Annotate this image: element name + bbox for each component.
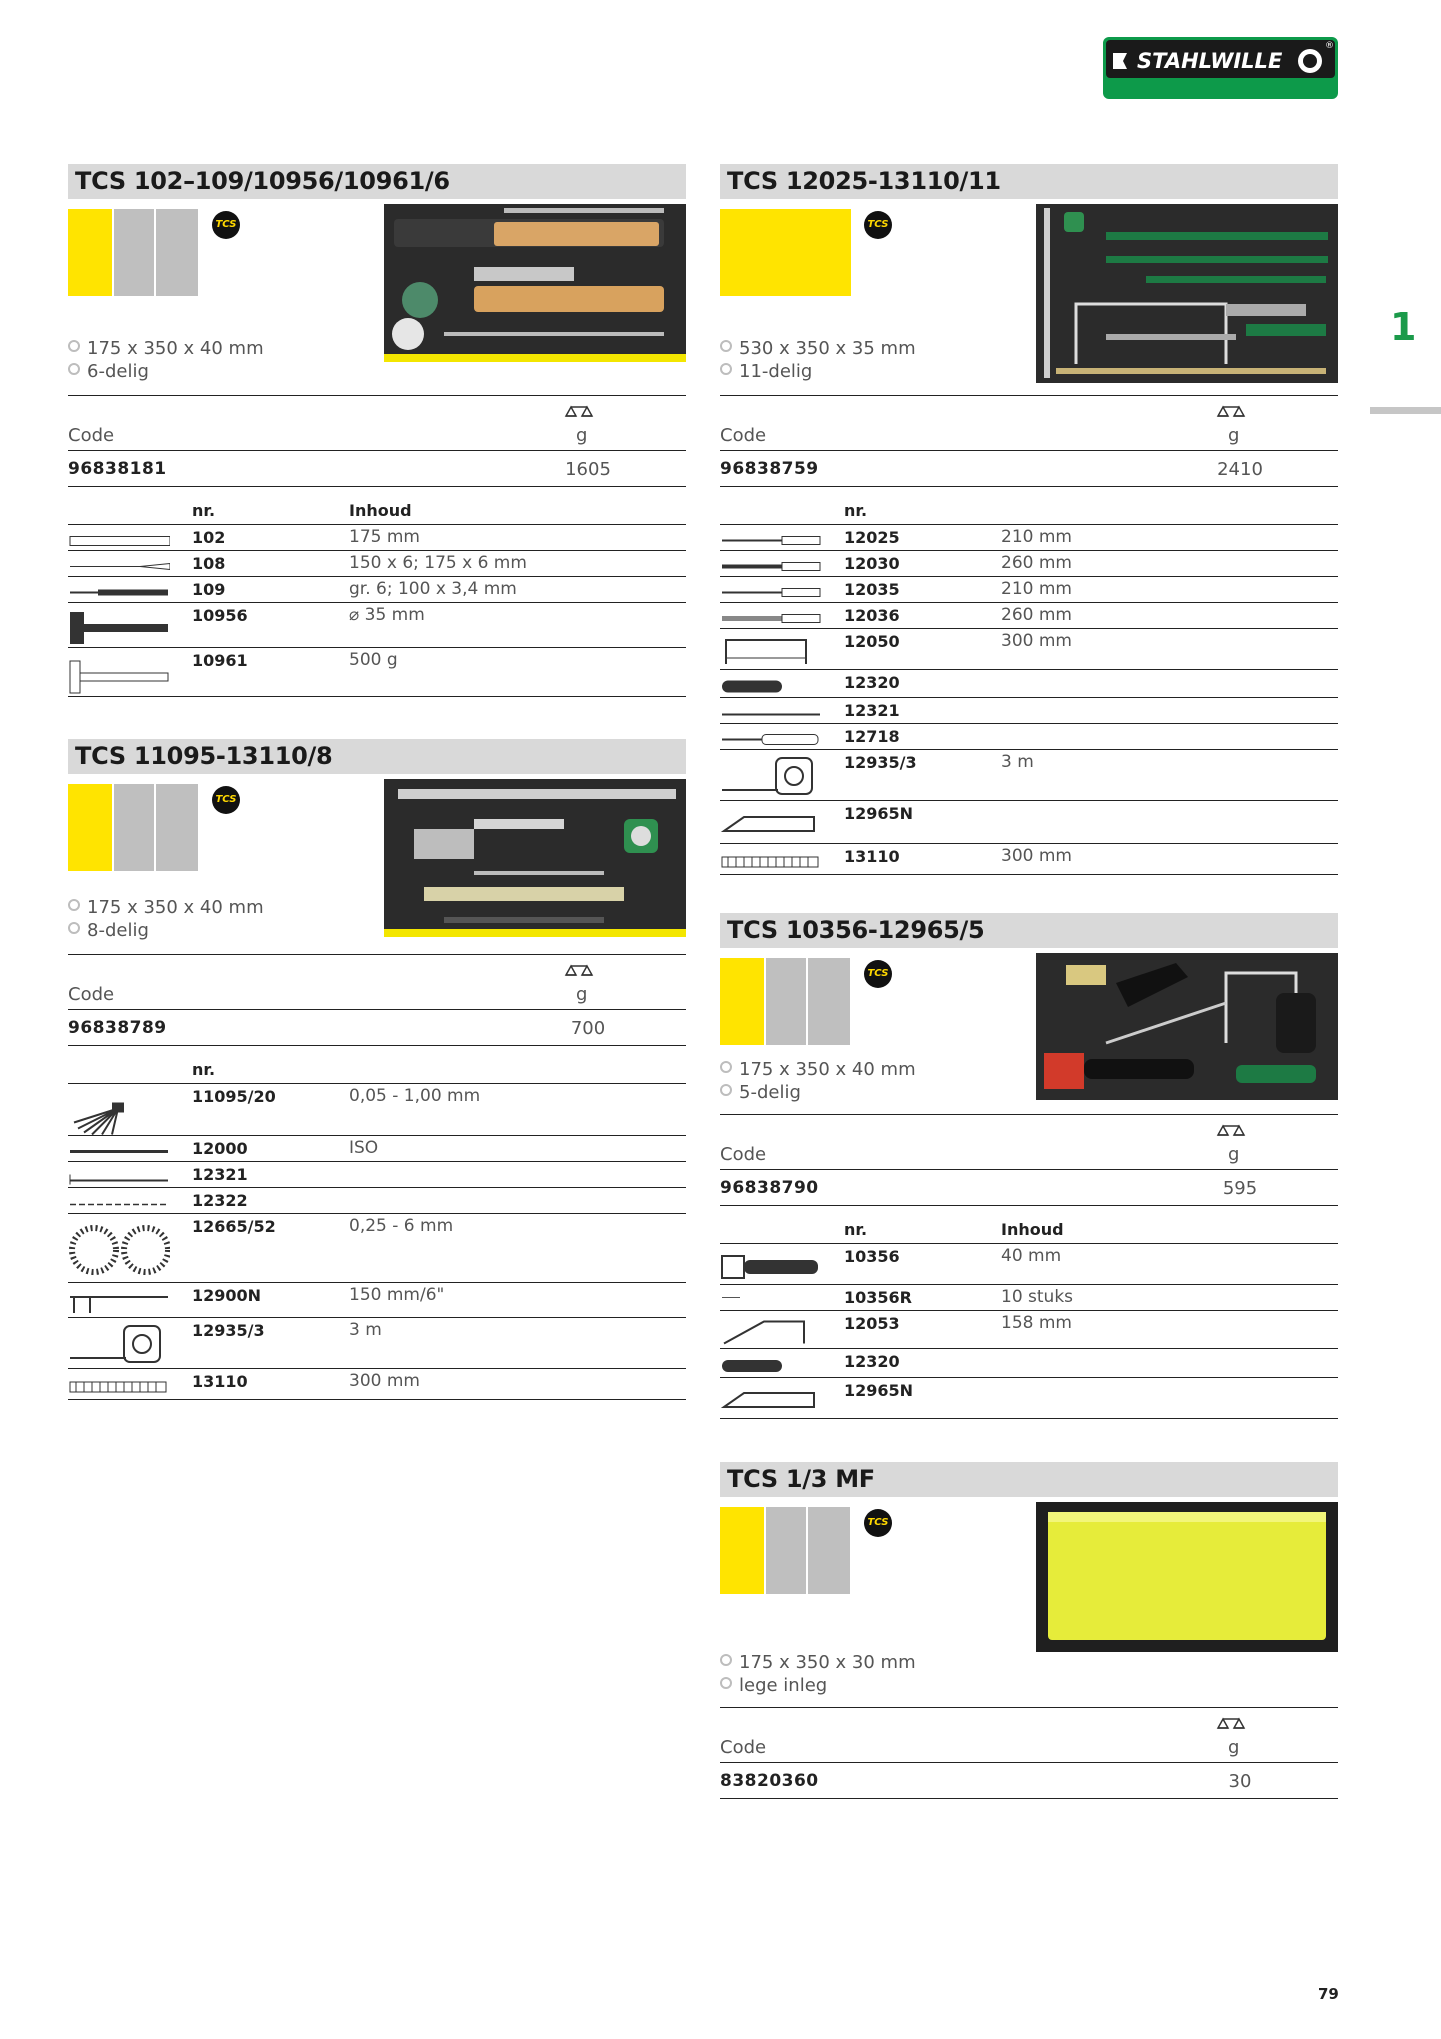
items-header bbox=[720, 499, 1338, 525]
screwdriver-icon bbox=[720, 727, 822, 752]
item-nr: 12320 bbox=[844, 673, 900, 692]
cutter-icon bbox=[720, 1381, 822, 1421]
color-swatch-grey bbox=[806, 1507, 850, 1594]
chisel-icon bbox=[68, 528, 170, 553]
item-desc: 40 mm bbox=[1001, 1246, 1062, 1266]
inhoud-header: Inhoud bbox=[349, 501, 412, 520]
product-photo bbox=[384, 779, 686, 937]
item-nr: 12320 bbox=[844, 1352, 900, 1371]
table-row bbox=[720, 603, 1338, 629]
tcs-badge-icon: TCS bbox=[864, 1509, 892, 1537]
item-nr: 12321 bbox=[844, 701, 900, 720]
code-table-header bbox=[68, 955, 686, 1010]
product-photo bbox=[384, 204, 686, 362]
unit-label: g bbox=[576, 984, 588, 1005]
item-desc: 150 x 6; 175 x 6 mm bbox=[349, 553, 527, 573]
table-row bbox=[720, 1285, 1338, 1311]
tcs-badge-icon: TCS bbox=[212, 211, 240, 239]
stahlwille-logo bbox=[1103, 37, 1338, 99]
table-row bbox=[720, 670, 1338, 698]
bullet-icon bbox=[720, 363, 732, 375]
item-nr: 10961 bbox=[192, 651, 248, 670]
items-table bbox=[68, 1058, 686, 1400]
unit-label: g bbox=[576, 425, 588, 446]
tcs-badge-icon: TCS bbox=[212, 786, 240, 814]
unit-label: g bbox=[1228, 1737, 1240, 1758]
color-swatch-yellow bbox=[720, 1507, 764, 1594]
bullet-icon bbox=[720, 340, 732, 352]
section-title: TCS 10356-12965/5 bbox=[720, 913, 1338, 948]
bullet-icon bbox=[68, 899, 80, 911]
code-table bbox=[68, 954, 686, 1046]
section-tcs-12025-13110 bbox=[720, 164, 1338, 875]
unit-label: g bbox=[1228, 425, 1240, 446]
code-label: Code bbox=[720, 1737, 767, 1758]
weight-value: 30 bbox=[1228, 1771, 1252, 1792]
cutter-icon bbox=[720, 804, 822, 846]
nr-header: nr. bbox=[192, 1060, 216, 1079]
items-table bbox=[68, 499, 686, 697]
item-desc: 0,05 - 1,00 mm bbox=[349, 1086, 481, 1106]
item-desc: 300 mm bbox=[349, 1371, 420, 1391]
item-desc: 0,25 - 6 mm bbox=[349, 1216, 454, 1236]
order-code: 96838789 bbox=[68, 1018, 167, 1038]
table-row bbox=[720, 801, 1338, 844]
scriber-icon bbox=[68, 1139, 170, 1164]
code-row bbox=[68, 451, 686, 487]
scale-icon bbox=[564, 963, 594, 983]
blade-icon bbox=[720, 1288, 822, 1313]
section-title: TCS 1/3 MF bbox=[720, 1462, 1338, 1497]
table-row bbox=[68, 1318, 686, 1369]
dimensions: 175 x 350 x 40 mm bbox=[739, 1059, 916, 1080]
table-row bbox=[68, 603, 686, 648]
scraper-icon bbox=[720, 701, 822, 726]
color-swatch-yellow bbox=[720, 209, 851, 296]
dimensions: 175 x 350 x 40 mm bbox=[87, 897, 264, 918]
section-title: TCS 102–109/10956/10961/6 bbox=[68, 164, 686, 199]
items-table bbox=[720, 1218, 1338, 1419]
table-row bbox=[720, 1378, 1338, 1419]
item-nr: 12965N bbox=[844, 804, 914, 823]
code-table-header bbox=[720, 1115, 1338, 1170]
color-swatch-grey bbox=[806, 958, 850, 1045]
caliper-icon bbox=[68, 1286, 170, 1320]
item-nr: 10956 bbox=[192, 606, 248, 625]
mallet-icon bbox=[68, 606, 170, 650]
code-table-header bbox=[720, 1708, 1338, 1763]
section-specs bbox=[720, 1058, 916, 1104]
section-tcs-1-3-mf bbox=[720, 1462, 1338, 1799]
table-row bbox=[68, 1369, 686, 1400]
scraper-blade-icon bbox=[720, 1247, 822, 1287]
item-desc: 175 mm bbox=[349, 527, 420, 547]
item-desc: 3 m bbox=[1001, 752, 1034, 772]
code-label: Code bbox=[720, 1144, 767, 1165]
code-row bbox=[720, 1763, 1338, 1799]
thread-gauge-icon bbox=[68, 1217, 170, 1285]
table-row bbox=[720, 629, 1338, 670]
item-nr: 12050 bbox=[844, 632, 900, 651]
pin-punch-icon bbox=[68, 580, 170, 605]
registered-mark: ® bbox=[1325, 41, 1334, 51]
bullet-icon bbox=[68, 340, 80, 352]
scale-icon bbox=[1216, 404, 1246, 424]
code-label: Code bbox=[720, 425, 767, 446]
color-swatch-grey bbox=[112, 209, 156, 296]
code-table bbox=[720, 1707, 1338, 1799]
item-desc: 260 mm bbox=[1001, 605, 1072, 625]
items-header bbox=[68, 499, 686, 525]
item-nr: 10356R bbox=[844, 1288, 912, 1307]
bullet-icon bbox=[720, 1654, 732, 1666]
item-desc: 260 mm bbox=[1001, 553, 1072, 573]
item-desc: 300 mm bbox=[1001, 631, 1072, 651]
color-swatch-yellow bbox=[68, 784, 112, 871]
hammer-icon bbox=[68, 651, 170, 699]
items-table bbox=[720, 499, 1338, 875]
scale-icon bbox=[1216, 1123, 1246, 1143]
bullet-icon bbox=[68, 363, 80, 375]
section-specs bbox=[720, 337, 916, 383]
item-nr: 12965N bbox=[844, 1381, 914, 1400]
table-row bbox=[68, 577, 686, 603]
file-icon bbox=[720, 554, 822, 579]
table-row bbox=[68, 551, 686, 577]
table-row bbox=[720, 1244, 1338, 1285]
table-row bbox=[720, 1349, 1338, 1378]
section-tcs-11095-13110 bbox=[68, 739, 686, 1400]
tcs-badge-icon: TCS bbox=[864, 960, 892, 988]
section-hero bbox=[720, 1497, 1338, 1707]
feeler-gauge-icon bbox=[68, 1087, 170, 1138]
table-row bbox=[68, 1283, 686, 1318]
color-swatch-grey bbox=[764, 958, 808, 1045]
table-row bbox=[68, 1214, 686, 1283]
brand-name: STAHLWILLE bbox=[1137, 49, 1283, 73]
file-icon bbox=[720, 606, 822, 631]
order-code: 96838790 bbox=[720, 1178, 819, 1198]
steel-rule-icon bbox=[720, 847, 822, 877]
item-nr: 12036 bbox=[844, 606, 900, 625]
section-specs bbox=[68, 337, 264, 383]
bullet-icon bbox=[720, 1677, 732, 1689]
nr-header: nr. bbox=[844, 501, 868, 520]
nr-header: nr. bbox=[192, 501, 216, 520]
table-row bbox=[68, 1188, 686, 1214]
color-swatch-yellow bbox=[720, 958, 764, 1045]
item-nr: 12321 bbox=[192, 1165, 248, 1184]
item-desc: 300 mm bbox=[1001, 846, 1072, 866]
scale-icon bbox=[1216, 1716, 1246, 1736]
weight-value: 2410 bbox=[1217, 459, 1263, 480]
item-nr: 108 bbox=[192, 554, 226, 573]
item-desc: gr. 6; 100 x 3,4 mm bbox=[349, 579, 517, 599]
code-label: Code bbox=[68, 984, 115, 1005]
product-photo bbox=[1036, 1502, 1338, 1652]
code-table-header bbox=[68, 396, 686, 451]
order-code: 96838759 bbox=[720, 459, 819, 479]
unit-label: g bbox=[1228, 1144, 1240, 1165]
table-row bbox=[68, 648, 686, 697]
item-nr: 13110 bbox=[192, 1372, 248, 1391]
order-code: 83820360 bbox=[720, 1771, 819, 1791]
section-hero bbox=[68, 199, 686, 395]
dimensions: 530 x 350 x 35 mm bbox=[739, 338, 916, 359]
code-table bbox=[720, 395, 1338, 487]
item-nr: 12025 bbox=[844, 528, 900, 547]
hacksaw-icon bbox=[720, 632, 822, 672]
pieces: 6-delig bbox=[87, 361, 149, 382]
table-row bbox=[68, 1084, 686, 1136]
scraper-icon bbox=[68, 1165, 170, 1190]
item-nr: 12935/3 bbox=[844, 753, 917, 772]
color-swatch-grey bbox=[154, 784, 198, 871]
item-nr: 12718 bbox=[844, 727, 900, 746]
item-desc: 3 m bbox=[349, 1320, 382, 1340]
weight-value: 700 bbox=[570, 1018, 606, 1039]
item-desc: ISO bbox=[349, 1138, 379, 1158]
table-row bbox=[720, 525, 1338, 551]
section-tcs-10356-12965 bbox=[720, 913, 1338, 1419]
code-table bbox=[720, 1114, 1338, 1206]
section-title: TCS 11095-13110/8 bbox=[68, 739, 686, 774]
table-row bbox=[720, 750, 1338, 801]
color-swatch-grey bbox=[764, 1507, 808, 1594]
chapter-number: 1 bbox=[1390, 305, 1417, 349]
item-nr: 12053 bbox=[844, 1314, 900, 1333]
section-hero bbox=[720, 199, 1338, 395]
color-swatch-grey bbox=[154, 209, 198, 296]
item-nr: 12030 bbox=[844, 554, 900, 573]
pieces: lege inleg bbox=[739, 1675, 828, 1696]
item-nr: 12900N bbox=[192, 1286, 262, 1305]
dimensions: 175 x 350 x 30 mm bbox=[739, 1652, 916, 1673]
item-nr: 12935/3 bbox=[192, 1321, 265, 1340]
code-row bbox=[68, 1010, 686, 1046]
product-photo bbox=[1036, 953, 1338, 1100]
table-row bbox=[68, 525, 686, 551]
color-swatch-grey bbox=[112, 784, 156, 871]
page-number: 79 bbox=[1318, 1985, 1339, 2003]
code-table-header bbox=[720, 396, 1338, 451]
tape-measure-icon bbox=[720, 753, 822, 803]
table-row bbox=[720, 1311, 1338, 1349]
knife-icon bbox=[720, 1352, 822, 1380]
item-nr: 13110 bbox=[844, 847, 900, 866]
item-nr: 10356 bbox=[844, 1247, 900, 1266]
product-photo bbox=[1036, 204, 1338, 383]
tcs-badge-icon: TCS bbox=[864, 211, 892, 239]
item-nr: 12665/52 bbox=[192, 1217, 276, 1236]
bullet-icon bbox=[68, 922, 80, 934]
punch-icon bbox=[68, 554, 170, 579]
bullet-icon bbox=[720, 1084, 732, 1096]
table-row bbox=[720, 577, 1338, 603]
item-desc: 150 mm/6" bbox=[349, 1285, 445, 1305]
color-swatch-yellow bbox=[68, 209, 112, 296]
order-code: 96838181 bbox=[68, 459, 167, 479]
items-header bbox=[720, 1218, 1338, 1244]
table-row bbox=[720, 698, 1338, 724]
table-row bbox=[68, 1162, 686, 1188]
pieces: 8-delig bbox=[87, 920, 149, 941]
item-nr: 12322 bbox=[192, 1191, 248, 1210]
item-nr: 109 bbox=[192, 580, 226, 599]
junior-hacksaw-icon bbox=[720, 1314, 822, 1351]
items-header bbox=[68, 1058, 686, 1084]
table-row bbox=[720, 551, 1338, 577]
tape-measure-icon bbox=[68, 1321, 170, 1371]
section-specs bbox=[720, 1651, 916, 1697]
steel-rule-icon bbox=[68, 1372, 170, 1402]
item-desc: 158 mm bbox=[1001, 1313, 1072, 1333]
item-desc: 210 mm bbox=[1001, 527, 1072, 547]
item-desc: 500 g bbox=[349, 650, 398, 670]
scale-icon bbox=[564, 404, 594, 424]
item-nr: 12000 bbox=[192, 1139, 248, 1158]
chapter-tab bbox=[1370, 407, 1441, 414]
file-icon bbox=[720, 580, 822, 605]
item-nr: 12035 bbox=[844, 580, 900, 599]
section-hero bbox=[720, 948, 1338, 1114]
table-row bbox=[68, 1136, 686, 1162]
section-specs bbox=[68, 896, 264, 942]
nr-header: nr. bbox=[844, 1220, 868, 1239]
weight-value: 595 bbox=[1222, 1178, 1258, 1199]
table-row bbox=[720, 724, 1338, 750]
item-desc: ⌀ 35 mm bbox=[349, 605, 425, 625]
item-nr: 102 bbox=[192, 528, 226, 547]
pieces: 5-delig bbox=[739, 1082, 801, 1103]
item-nr: 11095/20 bbox=[192, 1087, 276, 1106]
tweezers-icon bbox=[68, 1191, 170, 1216]
knife-icon bbox=[720, 673, 822, 700]
code-row bbox=[720, 1170, 1338, 1206]
bullet-icon bbox=[720, 1061, 732, 1073]
section-tcs-102-109 bbox=[68, 164, 686, 697]
pieces: 11-delig bbox=[739, 361, 813, 382]
section-title: TCS 12025-13110/11 bbox=[720, 164, 1338, 199]
code-row bbox=[720, 451, 1338, 487]
item-desc: 10 stuks bbox=[1001, 1287, 1074, 1307]
file-icon bbox=[720, 528, 822, 553]
code-table bbox=[68, 395, 686, 487]
code-label: Code bbox=[68, 425, 115, 446]
section-hero bbox=[68, 774, 686, 954]
dimensions: 175 x 350 x 40 mm bbox=[87, 338, 264, 359]
item-desc: 210 mm bbox=[1001, 579, 1072, 599]
table-row bbox=[720, 844, 1338, 875]
inhoud-header: Inhoud bbox=[1001, 1220, 1064, 1239]
weight-value: 1605 bbox=[565, 459, 611, 480]
